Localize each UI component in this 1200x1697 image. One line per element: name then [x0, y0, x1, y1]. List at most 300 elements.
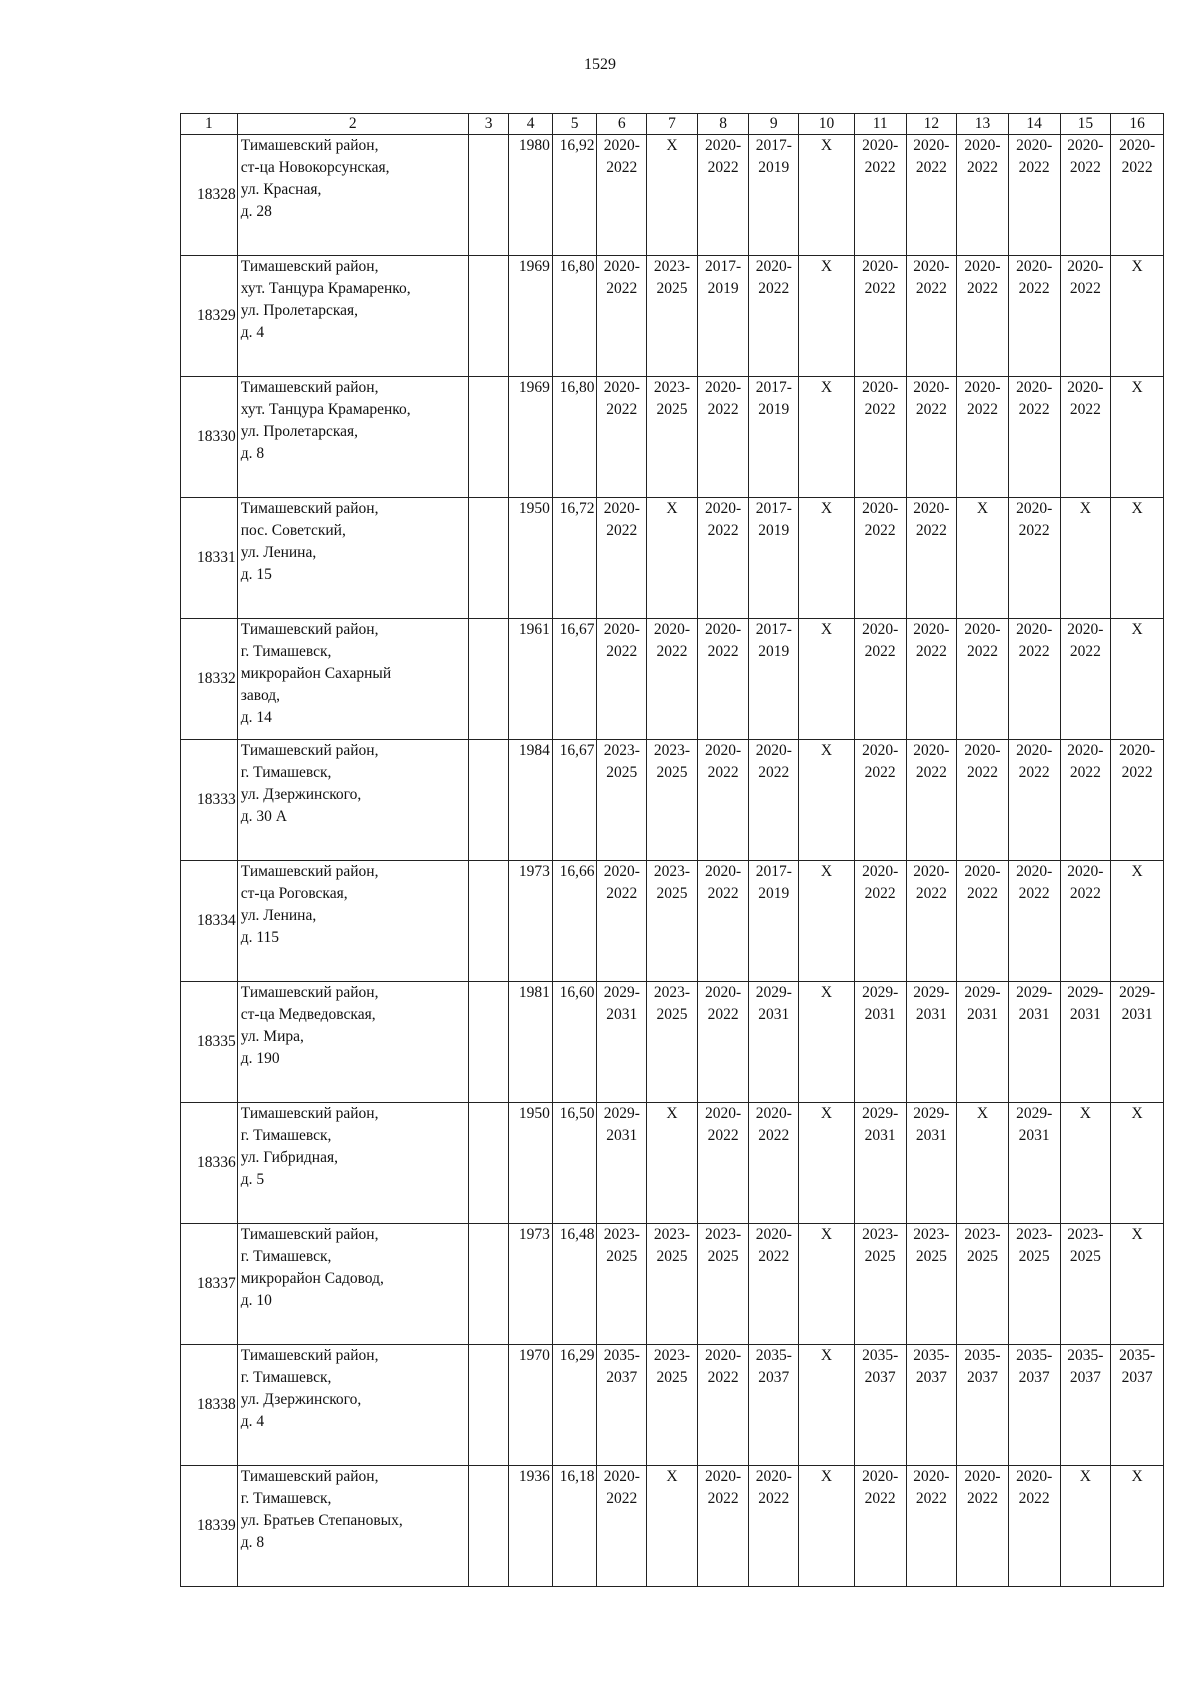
column-3-cell [468, 498, 509, 619]
period-cell [854, 619, 906, 740]
address-line: д. 15 [240, 566, 272, 583]
period-year: 2022 [864, 885, 896, 902]
period-year: 2023- [653, 1347, 691, 1364]
period-cell [647, 861, 698, 982]
period-year: 2037 [1018, 1369, 1050, 1386]
period-year: 2022 [915, 1490, 947, 1507]
period-year: 2022 [707, 159, 739, 176]
address-cell [237, 1224, 468, 1345]
page-number: 1529 [584, 56, 616, 73]
period-cell [697, 1224, 749, 1345]
period-year: 2020- [1016, 379, 1053, 396]
period-year: 2017- [755, 863, 792, 880]
period-year: 2020- [1016, 500, 1053, 517]
period-year: 2023- [964, 1226, 1001, 1243]
period-year: 2022 [915, 401, 947, 418]
address-line: ул. Братьев Степановых, [240, 1512, 403, 1529]
period-year: 2020- [862, 500, 899, 517]
period-year: 2020- [913, 863, 950, 880]
year-cell: 1980 [509, 135, 553, 256]
period-year: 2022 [758, 1248, 790, 1265]
period-year: 2037 [864, 1369, 896, 1386]
x-mark: X [820, 984, 833, 1001]
not-applicable-cell [647, 1466, 698, 1587]
period-year: 2023- [653, 863, 691, 880]
table-row [181, 498, 1164, 619]
period-year: 2022 [606, 643, 638, 660]
address-cell [237, 619, 468, 740]
period-year: 2023- [913, 1226, 950, 1243]
period-year: 2022 [758, 764, 790, 781]
x-mark: X [666, 500, 678, 517]
period-cell [1008, 982, 1060, 1103]
period-year: 2020- [705, 379, 742, 396]
period-year: 2017- [755, 621, 792, 638]
period-year: 2020- [913, 379, 950, 396]
column-number-header: 11 [854, 114, 906, 135]
address-line: ул. Дзержинского, [240, 786, 362, 803]
address-line: г. Тимашевск, [240, 643, 332, 660]
period-year: 2020- [964, 258, 1001, 275]
not-applicable-cell [799, 1345, 855, 1466]
period-cell [957, 135, 1009, 256]
period-cell [749, 1103, 799, 1224]
period-year: 2020- [603, 1468, 640, 1485]
period-cell [597, 135, 647, 256]
column-number-header: 13 [957, 114, 1009, 135]
period-year: 2025 [656, 1006, 688, 1023]
period-cell [597, 619, 647, 740]
x-mark: X [1131, 863, 1143, 880]
period-cell [1111, 1345, 1164, 1466]
table-row [181, 377, 1164, 498]
column-number-header: 8 [697, 114, 749, 135]
period-year: 2031 [758, 1006, 790, 1023]
period-year: 2029- [913, 984, 950, 1001]
period-year: 2031 [864, 1127, 896, 1144]
period-year: 2037 [1069, 1369, 1101, 1386]
address-cell [237, 1345, 468, 1466]
not-applicable-cell [799, 1103, 855, 1224]
period-year: 2022 [864, 280, 896, 297]
period-cell [854, 982, 906, 1103]
period-year: 2029- [964, 984, 1001, 1001]
period-year: 2020- [862, 258, 899, 275]
period-year: 2020- [755, 742, 792, 759]
column-3-cell [468, 861, 509, 982]
period-year: 2020- [705, 863, 742, 880]
column-number-header: 1 [181, 114, 238, 135]
address-line: д. 28 [240, 203, 272, 220]
table-row [181, 740, 1164, 861]
period-year: 2020- [862, 379, 899, 396]
period-cell [1060, 377, 1111, 498]
period-year: 2023- [653, 742, 691, 759]
period-year: 2025 [1018, 1248, 1050, 1265]
period-year: 2022 [1069, 764, 1101, 781]
period-year: 2022 [707, 643, 739, 660]
period-cell [647, 1224, 698, 1345]
not-applicable-cell [799, 135, 855, 256]
x-mark: X [666, 1105, 678, 1122]
period-year: 2022 [606, 401, 638, 418]
period-cell [597, 861, 647, 982]
year-cell: 1973 [509, 1224, 553, 1345]
period-cell [597, 1103, 647, 1224]
period-year: 2025 [606, 764, 638, 781]
column-3-cell [468, 1224, 509, 1345]
period-year: 2022 [1121, 159, 1153, 176]
period-cell [749, 1224, 799, 1345]
not-applicable-cell [799, 982, 855, 1103]
address-line: д. 4 [240, 324, 265, 341]
period-year: 2022 [707, 764, 739, 781]
period-year: 2022 [1069, 885, 1101, 902]
area-cell: 16,72 [552, 498, 597, 619]
x-mark: X [1131, 379, 1143, 396]
x-mark: X [1131, 500, 1143, 517]
period-year: 2017- [755, 137, 792, 154]
area-cell: 16,80 [552, 256, 597, 377]
period-cell [749, 256, 799, 377]
year-cell: 1961 [509, 619, 553, 740]
period-year: 2022 [1018, 522, 1050, 539]
address-line: Тимашевский район, [240, 1105, 379, 1122]
period-year: 2025 [606, 1248, 638, 1265]
address-line: Тимашевский район, [240, 137, 379, 154]
row-number: 18332 [181, 619, 238, 740]
period-year: 2031 [606, 1006, 638, 1023]
period-cell [697, 135, 749, 256]
period-year: 2020- [1016, 742, 1053, 759]
column-number-row [181, 114, 1164, 135]
period-cell [906, 1345, 957, 1466]
x-mark: X [1131, 1226, 1143, 1243]
area-cell: 16,92 [552, 135, 597, 256]
period-cell [1060, 135, 1111, 256]
column-3-cell [468, 256, 509, 377]
period-cell [906, 256, 957, 377]
address-cell [237, 498, 468, 619]
period-cell [906, 1466, 957, 1587]
address-line: Тимашевский район, [240, 1226, 379, 1243]
period-year: 2020- [913, 137, 950, 154]
period-year: 2025 [967, 1248, 998, 1265]
period-year: 2023- [862, 1226, 899, 1243]
not-applicable-cell [799, 498, 855, 619]
not-applicable-cell [1111, 861, 1164, 982]
address-line: д. 5 [240, 1171, 265, 1188]
period-year: 2023- [1067, 1226, 1104, 1243]
period-year: 2022 [707, 401, 739, 418]
registry-table [180, 113, 1164, 1587]
period-year: 2020- [603, 258, 640, 275]
period-year: 2019 [758, 522, 790, 539]
period-cell [597, 256, 647, 377]
period-year: 2020- [1067, 863, 1104, 880]
period-cell [906, 1103, 957, 1224]
period-year: 2022 [606, 159, 638, 176]
address-line: ул. Гибридная, [240, 1149, 338, 1166]
period-year: 2022 [864, 764, 896, 781]
period-year: 2017- [755, 379, 792, 396]
period-year: 2019 [758, 885, 790, 902]
period-cell [957, 861, 1009, 982]
period-year: 2029- [603, 984, 640, 1001]
period-year: 2025 [656, 280, 688, 297]
period-year: 2035- [1016, 1347, 1053, 1364]
year-cell: 1973 [509, 861, 553, 982]
period-cell [957, 982, 1009, 1103]
period-cell [854, 1345, 906, 1466]
period-year: 2019 [758, 159, 790, 176]
period-cell [597, 740, 647, 861]
period-year: 2031 [864, 1006, 896, 1023]
period-year: 2022 [1121, 764, 1153, 781]
x-mark: X [820, 621, 833, 638]
not-applicable-cell [647, 135, 698, 256]
period-cell [957, 377, 1009, 498]
period-year: 2031 [1069, 1006, 1101, 1023]
x-mark: X [820, 1226, 833, 1243]
period-year: 2037 [1121, 1369, 1153, 1386]
period-year: 2020- [603, 500, 640, 517]
not-applicable-cell [1111, 256, 1164, 377]
period-cell [697, 377, 749, 498]
period-cell [957, 1466, 1009, 1587]
period-year: 2022 [864, 159, 896, 176]
year-cell: 1969 [509, 256, 553, 377]
period-cell [1060, 740, 1111, 861]
period-cell [749, 498, 799, 619]
period-year: 2022 [967, 764, 998, 781]
period-cell [749, 861, 799, 982]
period-year: 2022 [1018, 764, 1050, 781]
not-applicable-cell [799, 861, 855, 982]
x-mark: X [666, 1468, 678, 1485]
column-number-header: 10 [799, 114, 855, 135]
period-year: 2025 [656, 885, 688, 902]
not-applicable-cell [647, 498, 698, 619]
column-3-cell [468, 377, 509, 498]
address-line: ул. Пролетарская, [240, 423, 359, 440]
period-year: 2020- [653, 621, 691, 638]
period-year: 2035- [964, 1347, 1001, 1364]
address-line: д. 190 [240, 1050, 280, 1067]
period-year: 2037 [758, 1369, 790, 1386]
x-mark: X [820, 258, 833, 275]
period-year: 2022 [1018, 1490, 1050, 1507]
not-applicable-cell [799, 740, 855, 861]
column-number-header: 15 [1060, 114, 1111, 135]
area-cell: 16,29 [552, 1345, 597, 1466]
address-line: ул. Пролетарская, [240, 302, 359, 319]
address-cell [237, 1103, 468, 1224]
period-year: 2020- [1067, 137, 1104, 154]
address-line: ул. Красная, [240, 181, 322, 198]
period-cell [749, 377, 799, 498]
period-cell [1008, 498, 1060, 619]
address-line: ул. Ленина, [240, 544, 317, 561]
table-row [181, 1103, 1164, 1224]
address-line: Тимашевский район, [240, 621, 379, 638]
address-line: Тимашевский район, [240, 500, 379, 517]
address-line: Тимашевский район, [240, 1468, 379, 1485]
period-cell [1008, 619, 1060, 740]
period-year: 2020- [913, 742, 950, 759]
table-row [181, 982, 1164, 1103]
period-year: 2022 [967, 401, 998, 418]
period-year: 2022 [1069, 643, 1101, 660]
address-line: г. Тимашевск, [240, 1248, 332, 1265]
period-year: 2022 [915, 522, 947, 539]
column-number-header: 2 [237, 114, 468, 135]
period-year: 2020- [913, 621, 950, 638]
address-line: д. 8 [240, 445, 265, 462]
period-year: 2020- [1119, 742, 1156, 759]
column-number-header: 6 [597, 114, 647, 135]
address-line: микрорайон Садовод, [240, 1270, 384, 1287]
period-year: 2020- [1067, 742, 1104, 759]
not-applicable-cell [799, 377, 855, 498]
x-mark: X [666, 137, 678, 154]
not-applicable-cell [799, 619, 855, 740]
period-cell [749, 135, 799, 256]
period-cell [697, 619, 749, 740]
period-year: 2019 [758, 643, 790, 660]
area-cell: 16,66 [552, 861, 597, 982]
period-cell [597, 1466, 647, 1587]
year-cell: 1936 [509, 1466, 553, 1587]
address-line: г. Тимашевск, [240, 1490, 332, 1507]
period-cell [1060, 861, 1111, 982]
period-cell [957, 740, 1009, 861]
period-year: 2020- [1016, 258, 1053, 275]
period-year: 2020- [705, 137, 742, 154]
x-mark: X [820, 500, 833, 517]
column-3-cell [468, 1345, 509, 1466]
table-row [181, 861, 1164, 982]
period-cell [1008, 1466, 1060, 1587]
period-year: 2022 [1069, 280, 1101, 297]
period-year: 2020- [1016, 621, 1053, 638]
period-year: 2022 [707, 1369, 739, 1386]
period-cell [1008, 135, 1060, 256]
period-year: 2022 [915, 764, 947, 781]
row-number: 18329 [181, 256, 238, 377]
period-year: 2029- [1119, 984, 1156, 1001]
period-cell [957, 619, 1009, 740]
address-line: ст-ца Роговская, [240, 885, 348, 902]
period-cell [597, 1224, 647, 1345]
period-cell [906, 1224, 957, 1345]
x-mark: X [820, 1347, 833, 1364]
period-year: 2020- [964, 742, 1001, 759]
period-year: 2029- [1016, 1105, 1053, 1122]
period-year: 2022 [758, 1490, 790, 1507]
address-line: пос. Советский, [240, 522, 346, 539]
period-cell [1060, 256, 1111, 377]
period-year: 2031 [915, 1006, 947, 1023]
area-cell: 16,60 [552, 982, 597, 1103]
period-year: 2031 [1018, 1127, 1050, 1144]
column-3-cell [468, 1466, 509, 1587]
period-cell [749, 1345, 799, 1466]
period-year: 2035- [755, 1347, 792, 1364]
address-line: ул. Ленина, [240, 907, 317, 924]
period-year: 2025 [1069, 1248, 1101, 1265]
period-cell [854, 498, 906, 619]
period-cell [906, 740, 957, 861]
address-line: г. Тимашевск, [240, 1127, 332, 1144]
period-year: 2022 [758, 1127, 790, 1144]
period-year: 2029- [603, 1105, 640, 1122]
address-line: ул. Мира, [240, 1028, 304, 1045]
period-cell [906, 982, 957, 1103]
period-year: 2023- [1016, 1226, 1053, 1243]
period-year: 2020- [913, 1468, 950, 1485]
period-cell [697, 740, 749, 861]
period-year: 2022 [1018, 401, 1050, 418]
address-line: Тимашевский район, [240, 258, 379, 275]
year-cell: 1984 [509, 740, 553, 861]
address-cell [237, 740, 468, 861]
not-applicable-cell [647, 1103, 698, 1224]
period-year: 2035- [1067, 1347, 1104, 1364]
period-cell [1060, 619, 1111, 740]
column-number-header: 4 [509, 114, 553, 135]
period-year: 2020- [1016, 1468, 1053, 1485]
not-applicable-cell [1060, 1103, 1111, 1224]
table-row [181, 1466, 1164, 1587]
period-cell [597, 1345, 647, 1466]
period-year: 2020- [603, 379, 640, 396]
period-year: 2020- [862, 1468, 899, 1485]
period-cell [854, 377, 906, 498]
address-line: г. Тимашевск, [240, 1369, 332, 1386]
row-number: 18336 [181, 1103, 238, 1224]
period-year: 2020- [603, 863, 640, 880]
address-line: Тимашевский район, [240, 1347, 379, 1364]
period-cell [647, 740, 698, 861]
period-cell [749, 1466, 799, 1587]
period-cell [957, 1224, 1009, 1345]
period-year: 2020- [964, 621, 1001, 638]
period-year: 2022 [967, 643, 998, 660]
period-cell [906, 377, 957, 498]
period-year: 2020- [755, 258, 792, 275]
period-cell [697, 498, 749, 619]
x-mark: X [820, 379, 833, 396]
row-number: 18333 [181, 740, 238, 861]
period-year: 2023- [603, 1226, 640, 1243]
period-cell [597, 982, 647, 1103]
area-cell: 16,18 [552, 1466, 597, 1587]
period-cell [906, 861, 957, 982]
period-year: 2020- [705, 500, 742, 517]
period-year: 2020- [755, 1468, 792, 1485]
period-cell [697, 1345, 749, 1466]
year-cell: 1950 [509, 498, 553, 619]
period-year: 2029- [913, 1105, 950, 1122]
period-year: 2022 [707, 1490, 739, 1507]
period-year: 2022 [758, 280, 790, 297]
period-cell [906, 135, 957, 256]
x-mark: X [820, 1105, 833, 1122]
period-cell [1008, 377, 1060, 498]
period-cell [854, 1103, 906, 1224]
period-cell [854, 256, 906, 377]
